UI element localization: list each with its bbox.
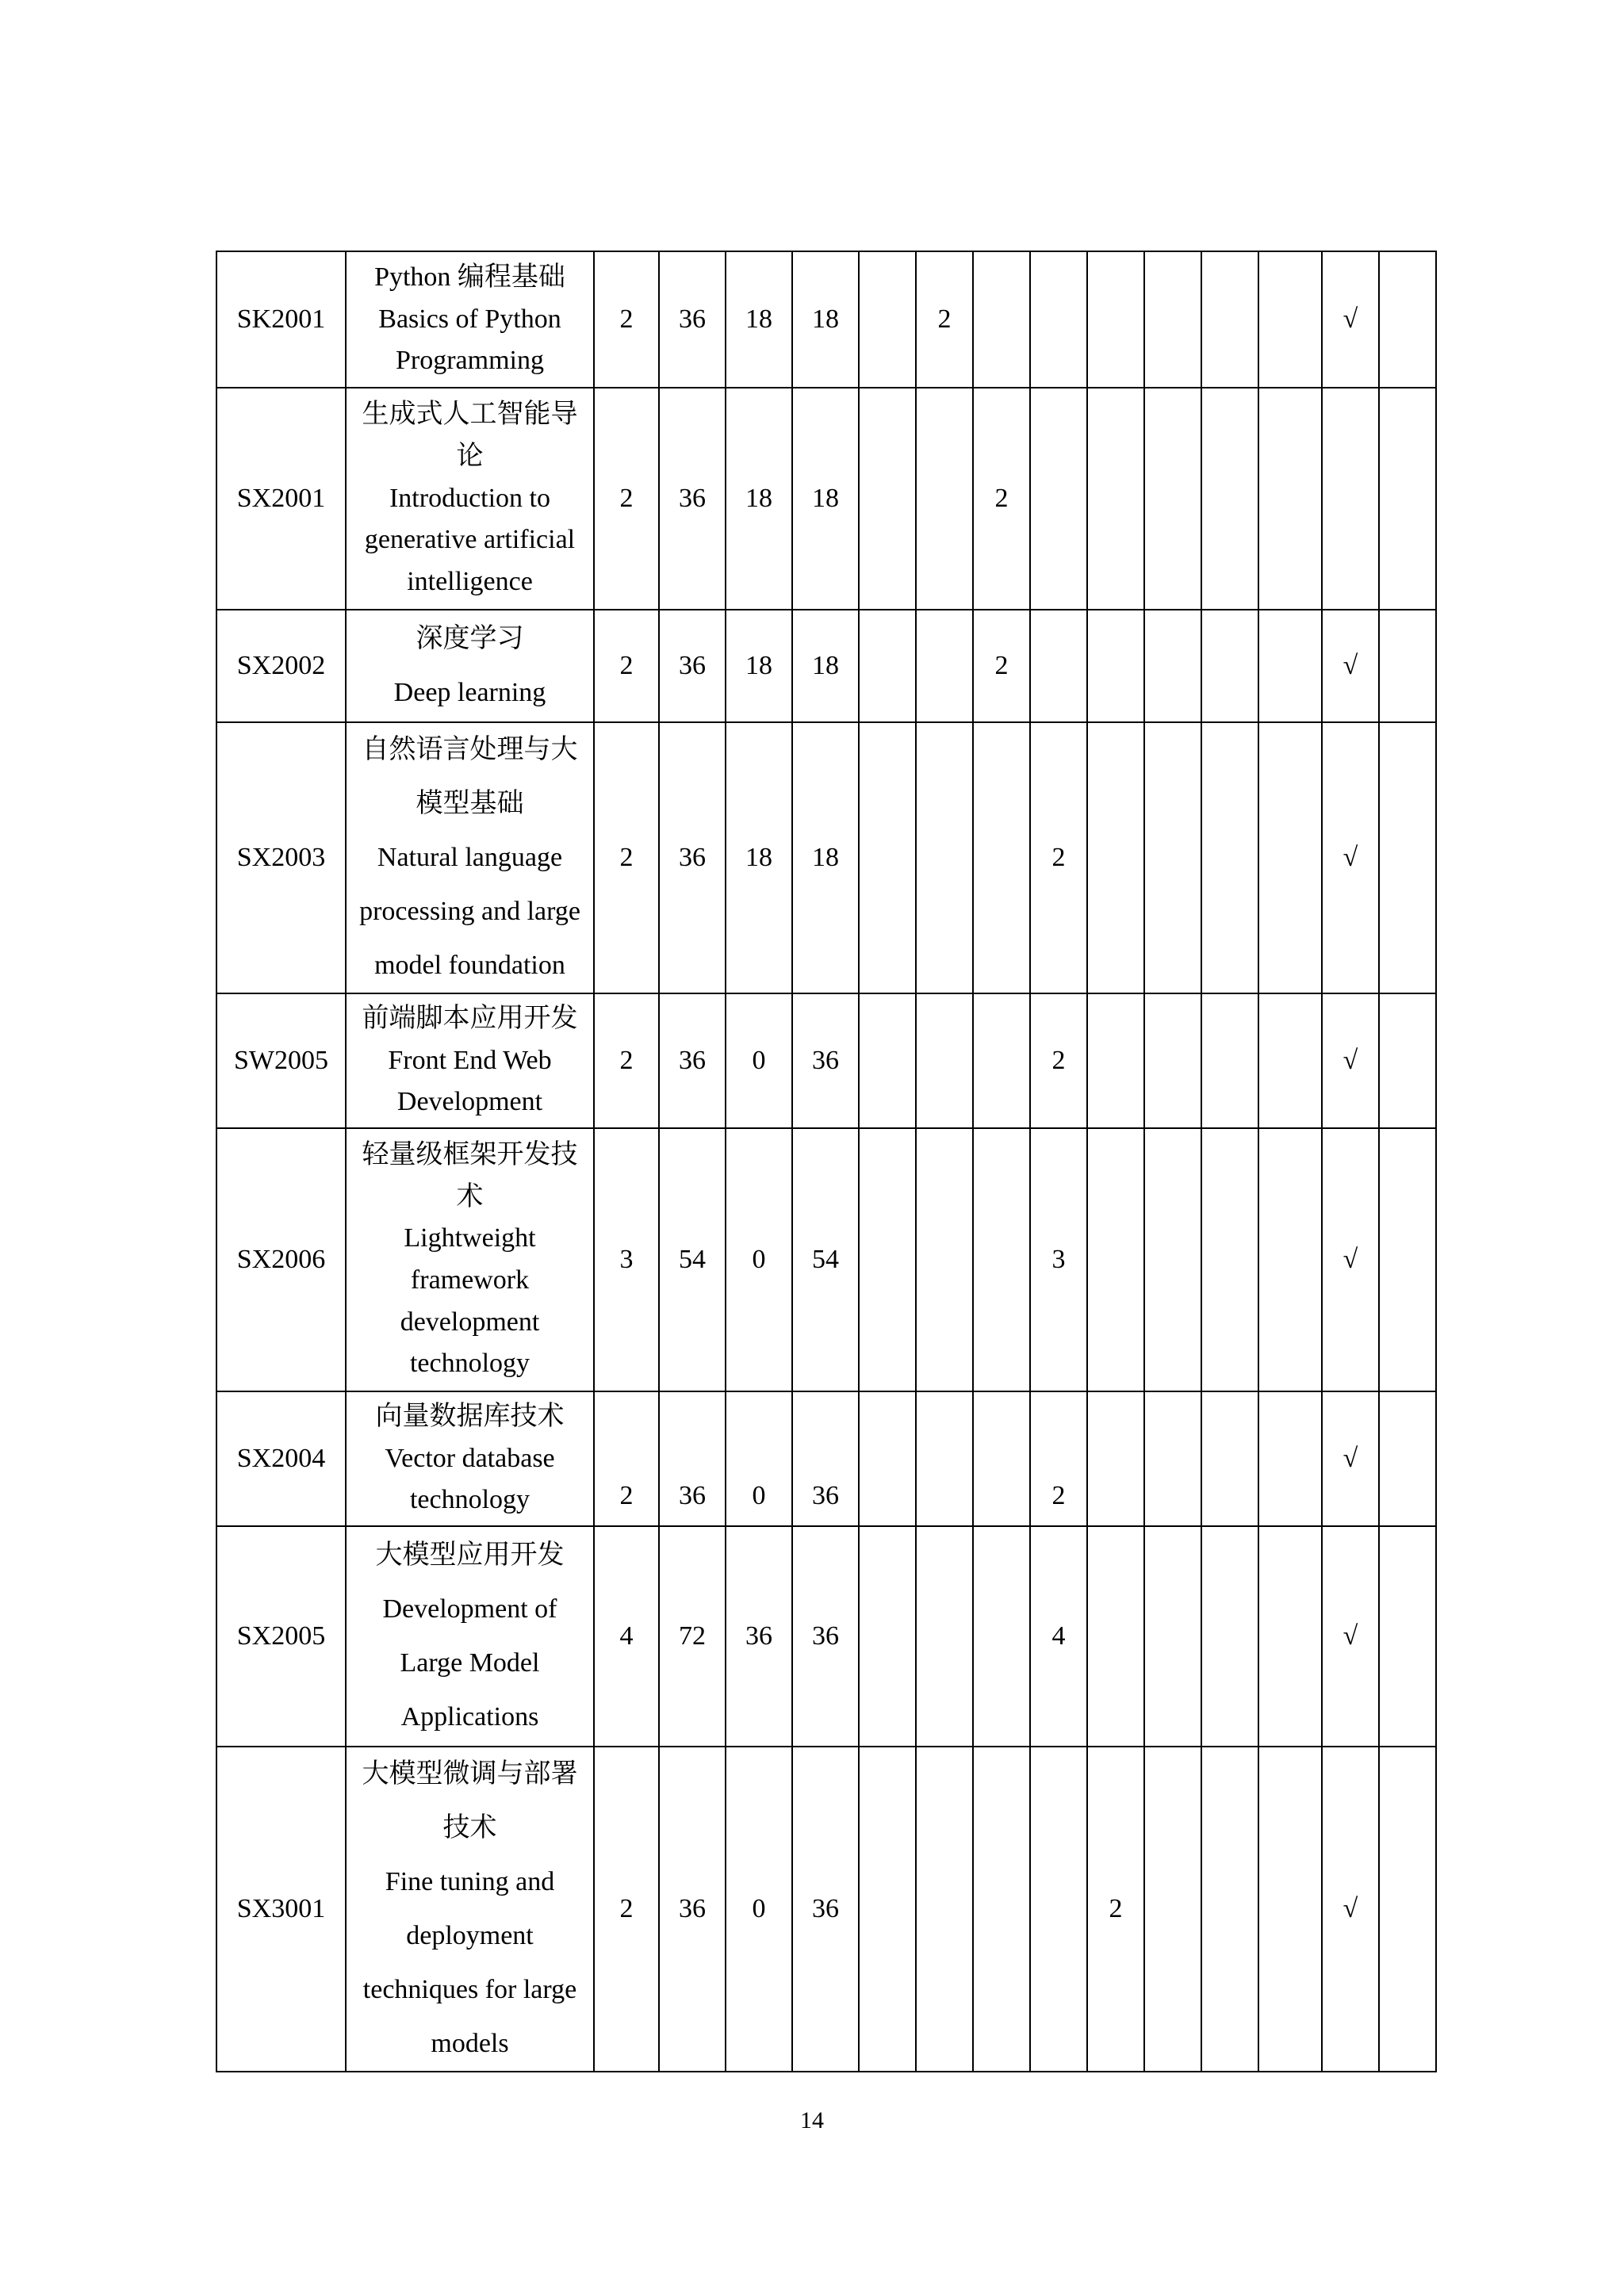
practice-hours-cell: 36 (792, 993, 859, 1128)
semester-1-cell (859, 1128, 916, 1391)
course-name-cell (346, 1526, 594, 1747)
total-hours-cell: 54 (659, 1128, 726, 1391)
semester-6-cell (1144, 388, 1201, 610)
course-name-cn: 深度学习 (416, 624, 524, 653)
page-number: 14 (800, 2107, 824, 2133)
semester-8-cell (1258, 1128, 1322, 1391)
check-mark-cell (1322, 388, 1379, 610)
semester-6-cell (1144, 1526, 1201, 1747)
semester-1-cell (859, 722, 916, 993)
semester-2-cell (916, 610, 973, 722)
last-column-cell (1379, 388, 1436, 610)
semester-7-cell (1201, 610, 1258, 722)
theory-hours-cell: 18 (726, 251, 792, 388)
semester-7-cell (1201, 1391, 1258, 1526)
table-row (216, 388, 1436, 610)
semester-5-cell (1087, 610, 1144, 722)
last-column-cell (1379, 1391, 1436, 1526)
semester-7-cell (1201, 722, 1258, 993)
course-name-en: Front End Web Development (388, 1045, 552, 1117)
course-name-cell (346, 388, 594, 610)
semester-3-cell (973, 722, 1030, 993)
semester-7-cell (1201, 251, 1258, 388)
check-mark-cell: √ (1322, 610, 1379, 722)
semester-2-cell (916, 388, 973, 610)
semester-6-cell (1144, 1128, 1201, 1391)
credits-cell: 4 (594, 1526, 659, 1747)
semester-8-cell (1258, 1391, 1322, 1526)
semester-5-cell (1087, 251, 1144, 388)
course-code-cell: SX2002 (216, 610, 346, 722)
semester-5-cell: 2 (1087, 1747, 1144, 2072)
credits-cell: 2 (594, 993, 659, 1128)
table-row (216, 251, 1436, 388)
course-name-cell (346, 1128, 594, 1391)
course-name-cn: 生成式人工智能导论 (362, 400, 578, 471)
semester-3-cell: 2 (973, 610, 1030, 722)
theory-hours-cell: 18 (726, 388, 792, 610)
credits-cell: 2 (594, 1747, 659, 2072)
course-name-en: Natural language processing and large model foundation (359, 843, 580, 980)
practice-hours-cell: 36 (792, 1747, 859, 2072)
theory-hours-cell: 0 (726, 1391, 792, 1526)
semester-2-cell (916, 993, 973, 1128)
last-column-cell (1379, 610, 1436, 722)
check-mark-cell: √ (1322, 722, 1379, 993)
check-mark-cell: √ (1322, 1391, 1379, 1526)
last-column-cell (1379, 722, 1436, 993)
check-mark-cell: √ (1322, 993, 1379, 1128)
semester-4-cell (1030, 610, 1087, 722)
course-name-cn: 轻量级框架开发技术 (362, 1139, 578, 1211)
course-code-cell: SX3001 (216, 1747, 346, 2072)
total-hours-cell: 36 (659, 610, 726, 722)
semester-1-cell (859, 251, 916, 388)
course-code-cell: SX2005 (216, 1526, 346, 1747)
semester-4-cell (1030, 388, 1087, 610)
last-column-cell (1379, 1747, 1436, 2072)
semester-4-cell (1030, 1747, 1087, 2072)
table-row (216, 610, 1436, 722)
course-code-cell: SX2001 (216, 388, 346, 610)
semester-4-cell: 2 (1030, 1391, 1087, 1526)
course-name-en: Basics of Python Programming (378, 304, 561, 376)
total-hours-cell: 36 (659, 993, 726, 1128)
theory-hours-cell: 0 (726, 1747, 792, 2072)
semester-2-cell (916, 722, 973, 993)
course-name-cell (346, 251, 594, 388)
check-mark-cell: √ (1322, 251, 1379, 388)
semester-1-cell (859, 993, 916, 1128)
course-table (216, 251, 1437, 2072)
total-hours-cell: 36 (659, 251, 726, 388)
theory-hours-cell: 0 (726, 993, 792, 1128)
semester-1-cell (859, 388, 916, 610)
practice-hours-cell: 54 (792, 1128, 859, 1391)
semester-7-cell (1201, 993, 1258, 1128)
course-name-cn: 向量数据库技术 (375, 1401, 565, 1431)
semester-2-cell: 2 (916, 251, 973, 388)
total-hours-cell: 36 (659, 1391, 726, 1526)
semester-7-cell (1201, 1128, 1258, 1391)
total-hours-cell: 72 (659, 1526, 726, 1747)
semester-8-cell (1258, 251, 1322, 388)
check-mark-cell: √ (1322, 1526, 1379, 1747)
last-column-cell (1379, 251, 1436, 388)
last-column-cell (1379, 1128, 1436, 1391)
course-name-cn: 大模型微调与部署技术 (362, 1759, 578, 1843)
course-code-cell: SW2005 (216, 993, 346, 1128)
semester-5-cell (1087, 388, 1144, 610)
credits-cell: 3 (594, 1128, 659, 1391)
semester-8-cell (1258, 993, 1322, 1128)
theory-hours-cell: 0 (726, 1128, 792, 1391)
course-name-en: Vector database technology (385, 1443, 555, 1515)
semester-4-cell (1030, 251, 1087, 388)
semester-5-cell (1087, 993, 1144, 1128)
check-mark-cell: √ (1322, 1128, 1379, 1391)
semester-3-cell (973, 1128, 1030, 1391)
semester-4-cell: 2 (1030, 993, 1087, 1128)
semester-3-cell (973, 1747, 1030, 2072)
semester-5-cell (1087, 1526, 1144, 1747)
semester-7-cell (1201, 1747, 1258, 2072)
total-hours-cell: 36 (659, 1747, 726, 2072)
semester-2-cell (916, 1391, 973, 1526)
semester-3-cell (973, 251, 1030, 388)
credits-cell: 2 (594, 388, 659, 610)
semester-8-cell (1258, 388, 1322, 610)
practice-hours-cell: 36 (792, 1391, 859, 1526)
table-row (216, 722, 1436, 993)
credits-cell: 2 (594, 722, 659, 993)
semester-5-cell (1087, 1128, 1144, 1391)
table-body (216, 251, 1436, 2072)
semester-6-cell (1144, 722, 1201, 993)
course-name-en: Deep learning (393, 678, 546, 707)
table-row (216, 1391, 1436, 1526)
practice-hours-cell: 18 (792, 251, 859, 388)
semester-8-cell (1258, 1526, 1322, 1747)
course-name-cn: 前端脚本应用开发 (362, 1003, 578, 1033)
theory-hours-cell: 18 (726, 722, 792, 993)
course-name-cn: 自然语言处理与大模型基础 (362, 735, 578, 818)
total-hours-cell: 36 (659, 722, 726, 993)
practice-hours-cell: 18 (792, 388, 859, 610)
table-row (216, 1526, 1436, 1747)
course-name-en: Development of Large Model Applications (382, 1594, 557, 1732)
semester-1-cell (859, 1526, 916, 1747)
practice-hours-cell: 36 (792, 1526, 859, 1747)
semester-4-cell: 4 (1030, 1526, 1087, 1747)
course-name-en: Lightweight framework development technology (400, 1223, 540, 1379)
course-name-en: Introduction to generative artificial intelligence (364, 483, 576, 597)
course-name-cell (346, 1747, 594, 2072)
total-hours-cell: 36 (659, 388, 726, 610)
semester-6-cell (1144, 251, 1201, 388)
course-name-cn: Python 编程基础 (374, 262, 565, 292)
course-code-cell: SX2003 (216, 722, 346, 993)
credits-cell: 2 (594, 1391, 659, 1526)
semester-2-cell (916, 1128, 973, 1391)
table-row (216, 993, 1436, 1128)
semester-1-cell (859, 1391, 916, 1526)
semester-2-cell (916, 1747, 973, 2072)
course-name-cell (346, 610, 594, 722)
semester-5-cell (1087, 1391, 1144, 1526)
credits-cell: 2 (594, 251, 659, 388)
practice-hours-cell: 18 (792, 722, 859, 993)
semester-6-cell (1144, 993, 1201, 1128)
check-mark-cell: √ (1322, 1747, 1379, 2072)
course-name-cell (346, 993, 594, 1128)
course-name-cn: 大模型应用开发 (375, 1540, 565, 1570)
course-name-cell (346, 722, 594, 993)
course-name-en: Fine tuning and deployment techniques for large models (362, 1867, 577, 2058)
semester-3-cell (973, 1526, 1030, 1747)
semester-1-cell (859, 1747, 916, 2072)
semester-4-cell: 2 (1030, 722, 1087, 993)
theory-hours-cell: 36 (726, 1526, 792, 1747)
course-name-cell (346, 1391, 594, 1526)
semester-6-cell (1144, 1747, 1201, 2072)
semester-8-cell (1258, 1747, 1322, 2072)
credits-cell: 2 (594, 610, 659, 722)
semester-4-cell: 3 (1030, 1128, 1087, 1391)
table-row (216, 1128, 1436, 1391)
semester-8-cell (1258, 722, 1322, 993)
semester-7-cell (1201, 1526, 1258, 1747)
last-column-cell (1379, 1526, 1436, 1747)
semester-6-cell (1144, 610, 1201, 722)
last-column-cell (1379, 993, 1436, 1128)
course-code-cell: SX2006 (216, 1128, 346, 1391)
practice-hours-cell: 18 (792, 610, 859, 722)
semester-2-cell (916, 1526, 973, 1747)
course-code-cell: SK2001 (216, 251, 346, 388)
theory-hours-cell: 18 (726, 610, 792, 722)
course-code-cell: SX2004 (216, 1391, 346, 1526)
semester-1-cell (859, 610, 916, 722)
semester-3-cell (973, 993, 1030, 1128)
semester-3-cell (973, 1391, 1030, 1526)
table-row (216, 1747, 1436, 2072)
semester-6-cell (1144, 1391, 1201, 1526)
semester-8-cell (1258, 610, 1322, 722)
semester-3-cell: 2 (973, 388, 1030, 610)
semester-5-cell (1087, 722, 1144, 993)
semester-7-cell (1201, 388, 1258, 610)
